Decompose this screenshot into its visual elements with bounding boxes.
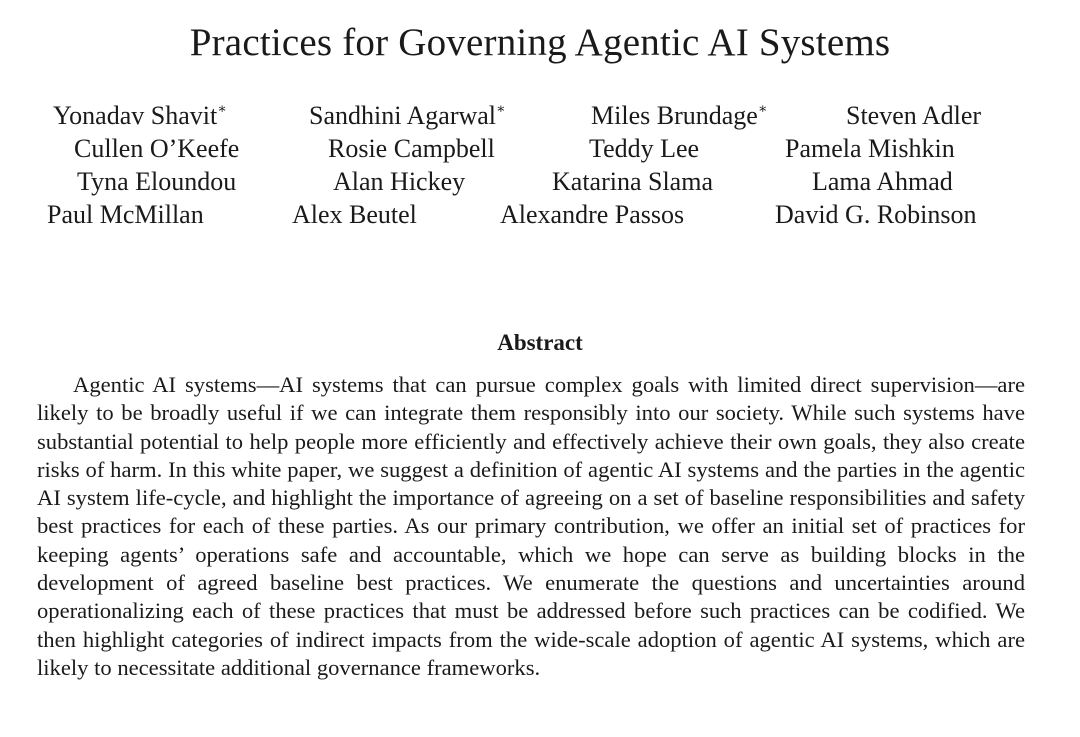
- author-name: Cullen O’Keefe: [74, 134, 240, 163]
- author-name-text: Miles Brundage: [591, 101, 758, 130]
- author-row: [0, 134, 1080, 167]
- author-name: Alex Beutel: [292, 200, 417, 229]
- abstract-text: Agentic AI systems—AI systems that can pursue complex goals with limited direct supervision—are likely to be broadly useful if we can integrate them responsibly into our society. While such systems have substantial potential to help people more efficiently and effectively achieve their own goals, they also create risks of harm. In this white paper, we suggest a definition of agentic AI systems and the parties in the agentic AI system life-cycle, and highlight the importance of agreeing on a set of baseline responsibilities and safety best practices for each of these parties. As our primary contribution, we offer an initial set of practices for keeping agents’ operations safe and accountable, which we hope can serve as building blocks in the development of agreed baseline best practices. We enumerate the questions and uncertainties around operationalizing each of these practices that must be addressed before such practices can be codified. We then highlight categories of indirect impacts from the wide-scale adoption of agentic AI systems, which are likely to necessitate additional governance frameworks.: [37, 372, 1025, 680]
- author-name: Tyna Eloundou: [77, 167, 237, 196]
- author-name: Katarina Slama: [552, 167, 713, 196]
- author-name: Alexandre Passos: [500, 200, 685, 229]
- author-name: David G. Robinson: [775, 200, 977, 229]
- author-name-text: Sandhini Agarwal: [309, 101, 497, 130]
- author-name: Steven Adler: [846, 101, 982, 130]
- equal-contribution-mark: ∗: [757, 102, 768, 117]
- author-row: [0, 167, 1080, 200]
- author-name: [309, 101, 506, 131]
- author-name: Alan Hickey: [333, 167, 466, 196]
- author-name: [591, 101, 767, 131]
- author-list: [0, 101, 1080, 233]
- equal-contribution-mark: ∗: [496, 102, 506, 117]
- author-row: [0, 200, 1080, 233]
- author-name: Rosie Campbell: [328, 134, 495, 163]
- author-name: Paul McMillan: [47, 200, 204, 229]
- equal-contribution-mark: ∗: [217, 102, 227, 117]
- author-name: [53, 101, 227, 131]
- author-row: [0, 101, 1080, 134]
- abstract-heading: Abstract: [497, 330, 583, 355]
- author-name: Teddy Lee: [589, 134, 700, 163]
- paper-title: Practices for Governing Agentic AI Systems: [189, 21, 891, 64]
- author-name: Lama Ahmad: [812, 167, 953, 196]
- author-name: Pamela Mishkin: [785, 134, 955, 163]
- author-name-text: Yonadav Shavit: [53, 101, 218, 130]
